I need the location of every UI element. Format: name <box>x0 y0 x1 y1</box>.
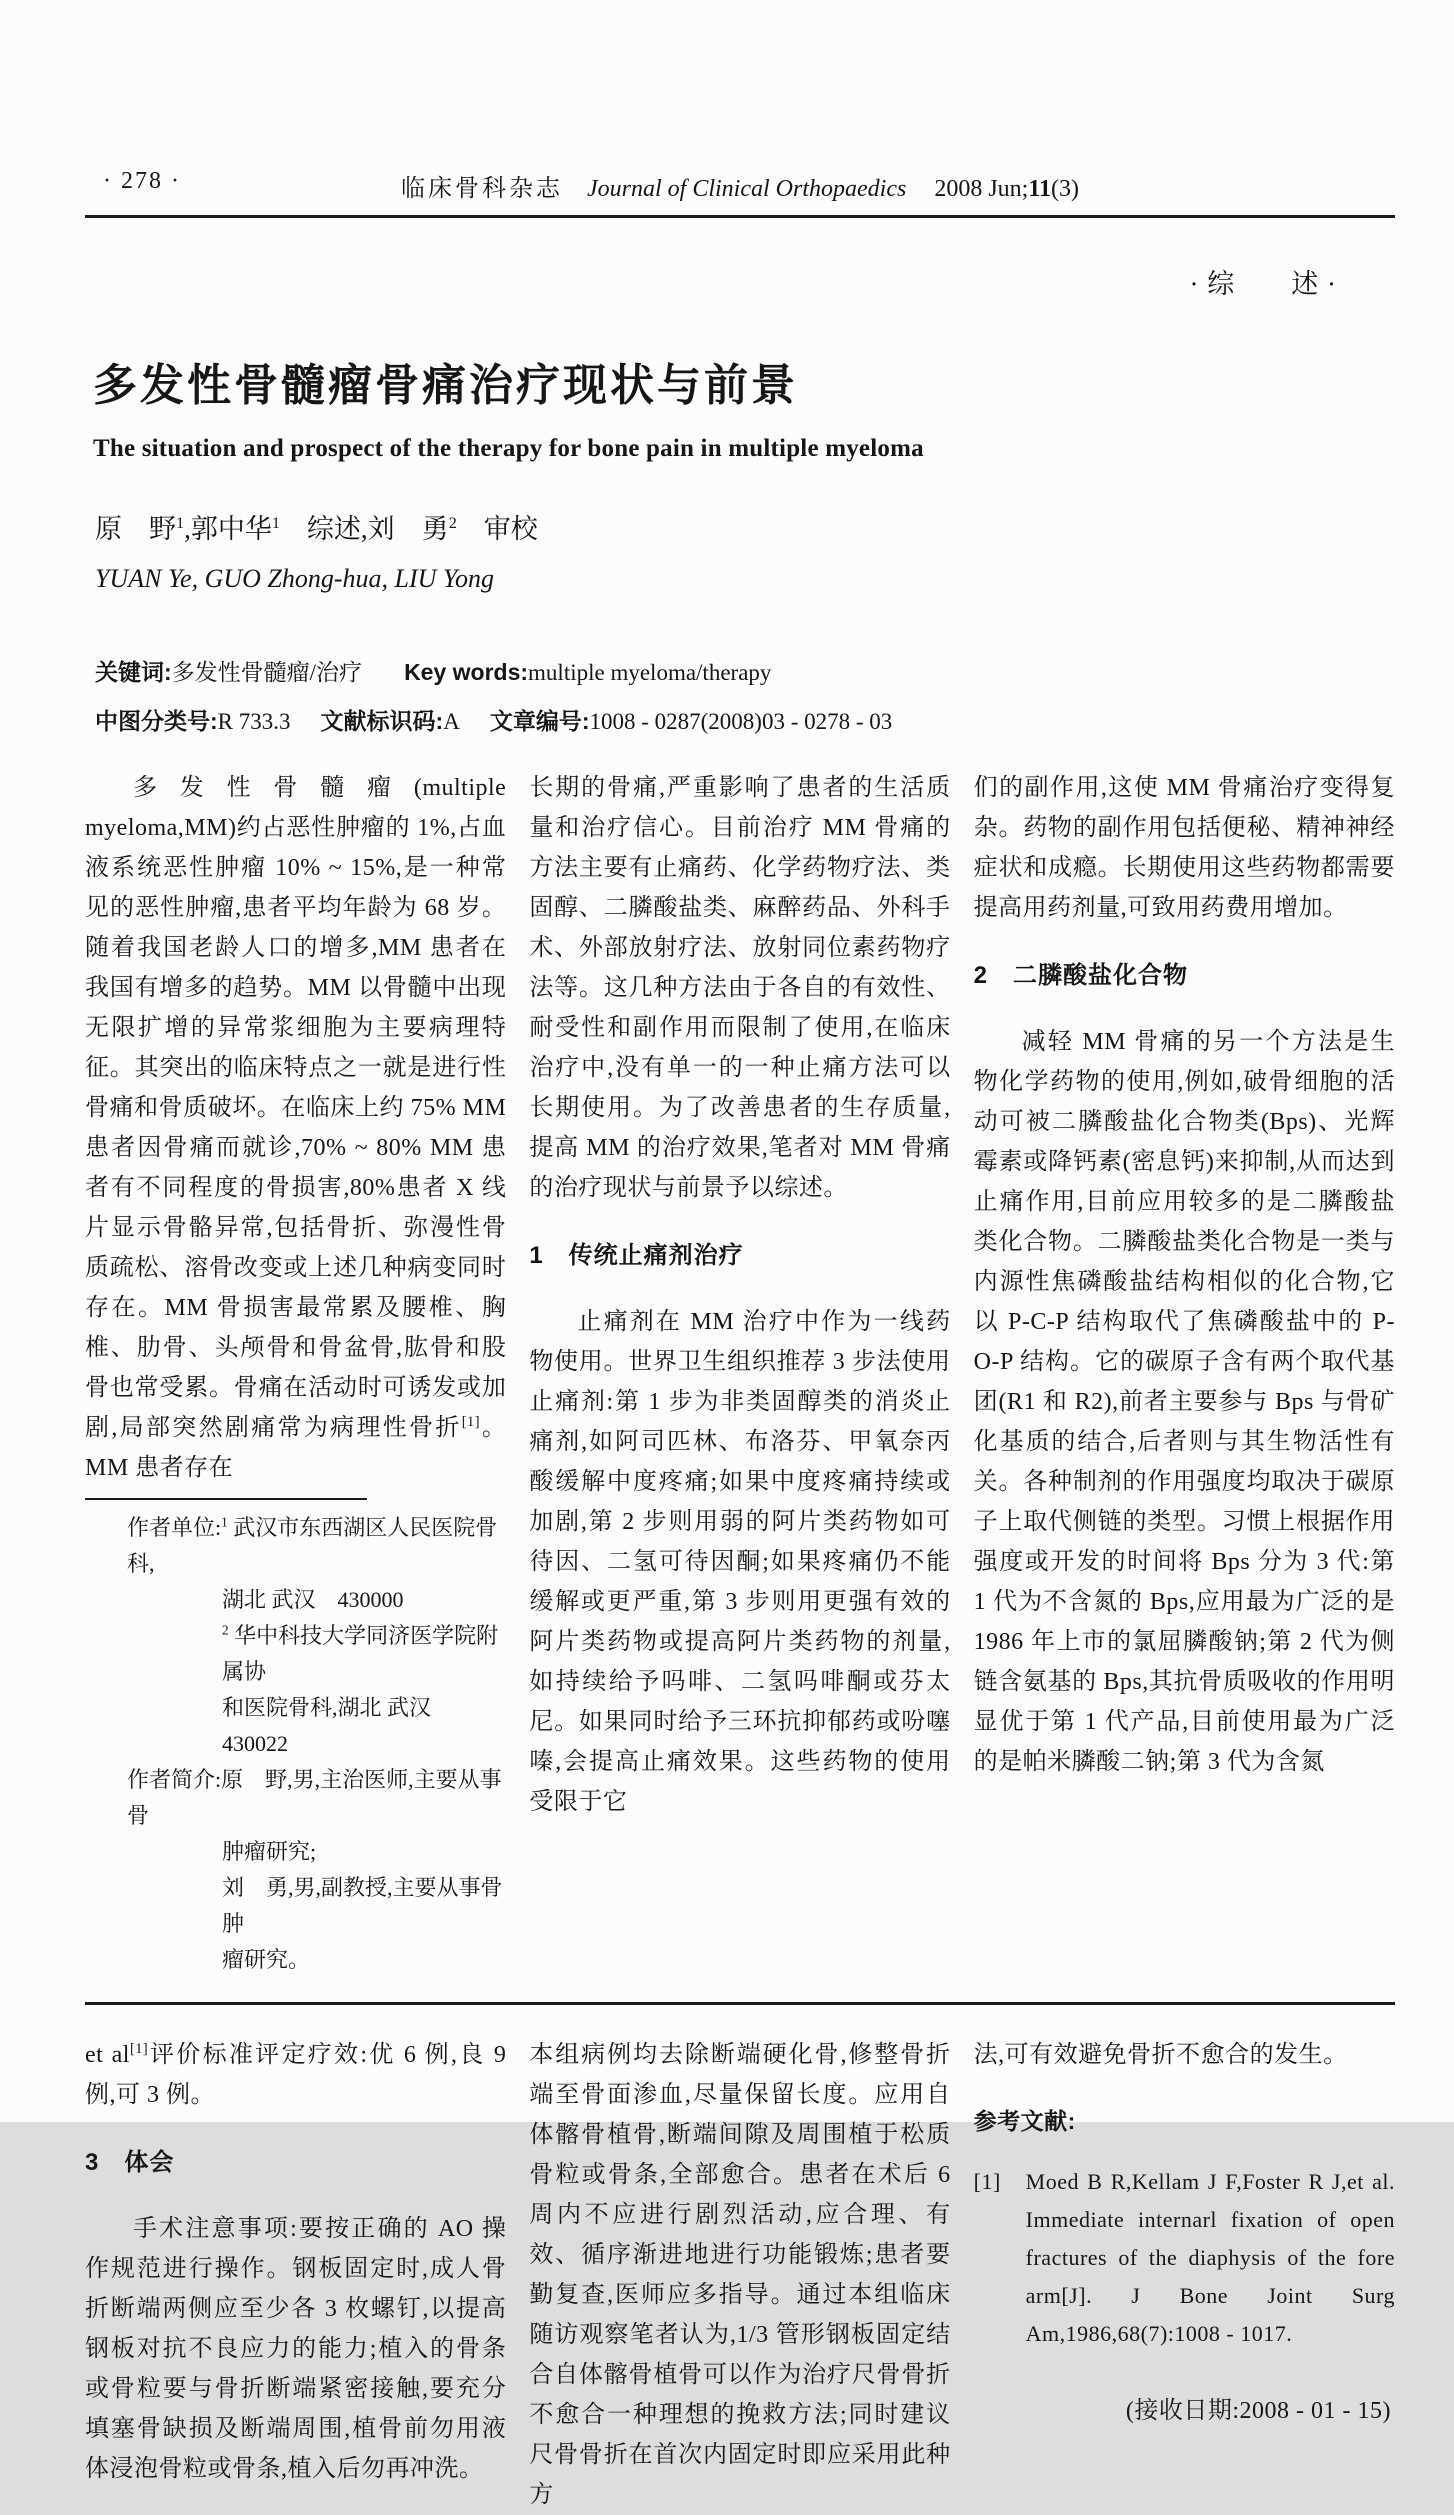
article-id-label: 文章编号: <box>489 708 590 734</box>
body-paragraph: 本组病例均去除断端硬化骨,修整骨折端至骨面渗血,尽量保留长度。应用自体髂骨植骨,断端间隙及周围植于松质骨粒或骨条,全部愈合。患者在术后 6 周内不应进行剧烈活动,应合理、有效、循序渐进地进行功能锻炼;患者要勤复查,医师应多指导。通过本组临床随访观察笔者认为,1/3 管形钢板固定结合自体髂骨植骨可以作为治疗尺骨骨折不愈合一种理想的挽救方法;同时建议尺骨骨折在首次内固定时即应采用此种方 <box>529 2042 951 2508</box>
section-heading-3: 3 体会 <box>85 2149 175 2176</box>
classification-line <box>95 703 1395 736</box>
section-heading-1: 1 传统止痛剂治疗 <box>529 1242 744 1269</box>
footnote-line: 刘 勇,男,副教授,主要从事骨肿 <box>222 1875 503 1936</box>
column-2 <box>529 2035 950 2515</box>
authors-en: YUAN Ye, GUO Zhong-hua, LIU Yong <box>95 564 494 593</box>
issue-volume: 11 <box>1028 176 1052 202</box>
footnote-line: $^2$ 华中科技大学同济医学院附属协 <box>222 1622 499 1684</box>
section-label: · 综 述 · <box>1189 269 1337 299</box>
footnote-line: 湖北 武汉 430000 <box>222 1587 404 1612</box>
page-number: · 278 · <box>103 168 181 194</box>
column-3 <box>974 2035 1395 2515</box>
column-1 <box>85 768 506 1978</box>
review-paragraph: 多发性骨髓瘤(multiple myeloma,MM)约占恶性肿瘤的 1%,占血液系统恶性肿瘤 10% ~ 15%,是一种常见的恶性肿瘤,患者平均年龄为 68 岁。随着我国老龄人口的增多,MM 患者在我国有增多的趋势。MM 以骨髓中出现无限扩增的异常浆细胞为主要病理特征。其突出的临床特点之一就是进行性骨痛和骨质破坏。在临床上约 75% MM 患者因骨痛而就诊,70% ~ 80% MM 患者有不同程度的骨损害,80%患者 X 线片显示骨骼异常,包括骨折、弥漫性骨质疏松、溶骨改变或上述几种病变同时存在。MM 骨损害最常累及腰椎、胸椎、肋骨、头颅骨和骨盆骨,肱骨和股骨也常受累。骨痛在活动时可诱发或加剧,局部突然剧痛常为病理性骨折[1]。MM 患者存在 <box>85 775 507 1481</box>
footnote-line: 作者单位:$^1$ 武汉市东西湖区人民医院骨科, <box>127 1514 498 1576</box>
body-paragraph: et al[1]评价标准评定疗效:优 6 例,良 9 例,可 3 例。 <box>85 2041 507 2108</box>
body-paragraph: 法,可有效避免骨折不愈合的发生。 <box>973 2042 1348 2068</box>
footnote-line: 肿瘤研究; <box>222 1839 317 1864</box>
keywords-line <box>95 654 1395 687</box>
doc-code-value: A <box>443 709 460 734</box>
clc-value: R 733.3 <box>217 709 291 734</box>
review-paragraph: 减轻 MM 骨痛的另一个方法是生物化学药物的使用,例如,破骨细胞的活动可被二膦酸盐化合物类(Bps)、光辉霉素或降钙素(密息钙)来抑制,从而达到止痛作用,目前应用较多的是二膦酸盐类化合物。二膦酸盐类化合物是一类与内源性焦磷酸盐结构相似的化合物,它以 P-C-P 结构取代了焦磷酸盐中的 P-O-P 结构。它的碳原子含有两个取代基团(R1 和 R2),前者主要参与 Bps 与骨矿化基质的结合,后者则与其生物活性有关。各种制剂的作用强度均取决于碳原子上取代侧链的类型。习惯上根据作用强度或开发的时间将 Bps 分为 3 代:第 1 代为不含氮的 Bps,应用最为广泛的是 1986 年上市的氯屈膦酸钠;第 2 代为侧链含氨基的 Bps,其抗骨质吸收的作用明显优于第 1 代产品,目前使用最为广泛的是帕米膦酸二钠;第 3 代为含氮 <box>973 1029 1395 1775</box>
footnote-rule <box>85 1498 367 1500</box>
article-title-en: The situation and prospect of the therapy for bone pain in multiple myeloma <box>93 435 924 462</box>
review-paragraph: 长期的骨痛,严重影响了患者的生活质量和治疗信心。目前治疗 MM 骨痛的方法主要有止痛药、化学药物疗法、类固醇、二膦酸盐类、麻醉药品、外科手术、外部放射疗法、放射同位素药物疗法等。这几种方法由于各自的有效性、耐受性和副作用而限制了使用,在临床治疗中,没有单一的一种止痛方法可以长期使用。为了改善患者的生存质量,提高 MM 的治疗效果,笔者对 MM 骨痛的治疗现状与前景予以综述。 <box>529 775 951 1201</box>
reference-entry <box>974 2163 1395 2353</box>
column-3 <box>974 768 1395 1978</box>
journal-line <box>401 176 1079 202</box>
column-1 <box>85 2035 506 2515</box>
journal-title-en: Journal of Clinical Orthopaedics <box>587 176 907 202</box>
footnote-line: 作者简介:原 野,男,主治医师,主要从事骨 <box>127 1767 502 1828</box>
references-label: 参考文献: <box>973 2108 1076 2134</box>
previous-article-tail <box>85 2035 1395 2515</box>
article-id-value: 1008 - 0287(2008)03 - 0278 - 03 <box>589 709 893 734</box>
reference-number: [1] <box>973 2169 1001 2194</box>
review-paragraph: 止痛剂在 MM 治疗中作为一线药物使用。世界卫生组织推荐 3 步法使用止痛剂:第 1 步为非类固醇类的消炎止痛剂,如阿司匹林、布洛芬、甲氧奈丙酸缓解中度疼痛;如果中度疼痛持续或加剧,第 2 步则用弱的阿片类药物如可待因、二氢可待因酮;如果疼痛仍不能缓解或更严重,第 3 步则用更强有效的阿片类药物或提高阿片类药物的剂量,如持续给予吗啡、二氢吗啡酮或芬太尼。如果同时给予三环抗抑郁药或吩噻嗪,会提高止痛效果。这些药物的使用受限于它 <box>529 1309 951 1815</box>
clc-label: 中图分类号: <box>95 708 218 734</box>
column-2 <box>529 768 950 1978</box>
keywords-en-label: Key words: <box>404 659 529 685</box>
authors-cn: 原 野$^1$,郭中华$^1$ 综述,刘 勇$^2$ 审校 <box>95 514 538 544</box>
reference-text: Moed B R,Kellam J F,Foster R J,et al. Immediate internarl fixation of open fractures of the diaphysis of the fore arm[J]. J Bone Joint Surg Am,1986,68(7):1008 - 1017. <box>1025 2169 1395 2346</box>
article-title-cn: 多发性骨髓瘤骨痛治疗现状与前景 <box>93 361 798 410</box>
received-date: (接收日期:2008 - 01 - 15) <box>1125 2398 1391 2424</box>
journal-issue <box>934 176 1079 202</box>
footnote-line: 和医院骨科,湖北 武汉 430022 <box>222 1695 454 1756</box>
review-paragraph: 们的副作用,这使 MM 骨痛治疗变得复杂。药物的副作用包括便秘、精神神经症状和成瘾。长期使用这些药物都需要提高用药剂量,可致用药费用增加。 <box>973 775 1395 921</box>
page-header <box>85 168 1395 202</box>
section-heading-2: 2 二膦酸盐化合物 <box>973 962 1189 989</box>
issue-suffix: (3) <box>1051 176 1079 202</box>
doc-code-label: 文献标识码: <box>320 708 444 734</box>
keywords-label: 关键词: <box>95 659 172 685</box>
issue-prefix: 2008 Jun; <box>934 176 1029 202</box>
author-footnote <box>85 1510 506 1978</box>
journal-title-cn: 临床骨科杂志 <box>401 176 563 202</box>
footnote-line: 瘤研究。 <box>222 1947 311 1972</box>
review-body <box>85 768 1395 1978</box>
header-rule <box>85 215 1395 218</box>
keywords-en-value: multiple myeloma/therapy <box>528 660 772 685</box>
article-separator-rule <box>85 2002 1395 2005</box>
body-paragraph: 手术注意事项:要按正确的 AO 操作规范进行操作。钢板固定时,成人骨折断端两侧应至少各 3 枚螺钉,以提高钢板对抗不良应力的能力;植入的骨条或骨粒要与骨折断端紧密接触,要充分填塞骨缺损及断端周围,植骨前勿用液体浸泡骨粒或骨条,植入后勿再冲洗。 <box>85 2216 507 2482</box>
keywords-value: 多发性骨髓瘤/治疗 <box>171 660 363 685</box>
